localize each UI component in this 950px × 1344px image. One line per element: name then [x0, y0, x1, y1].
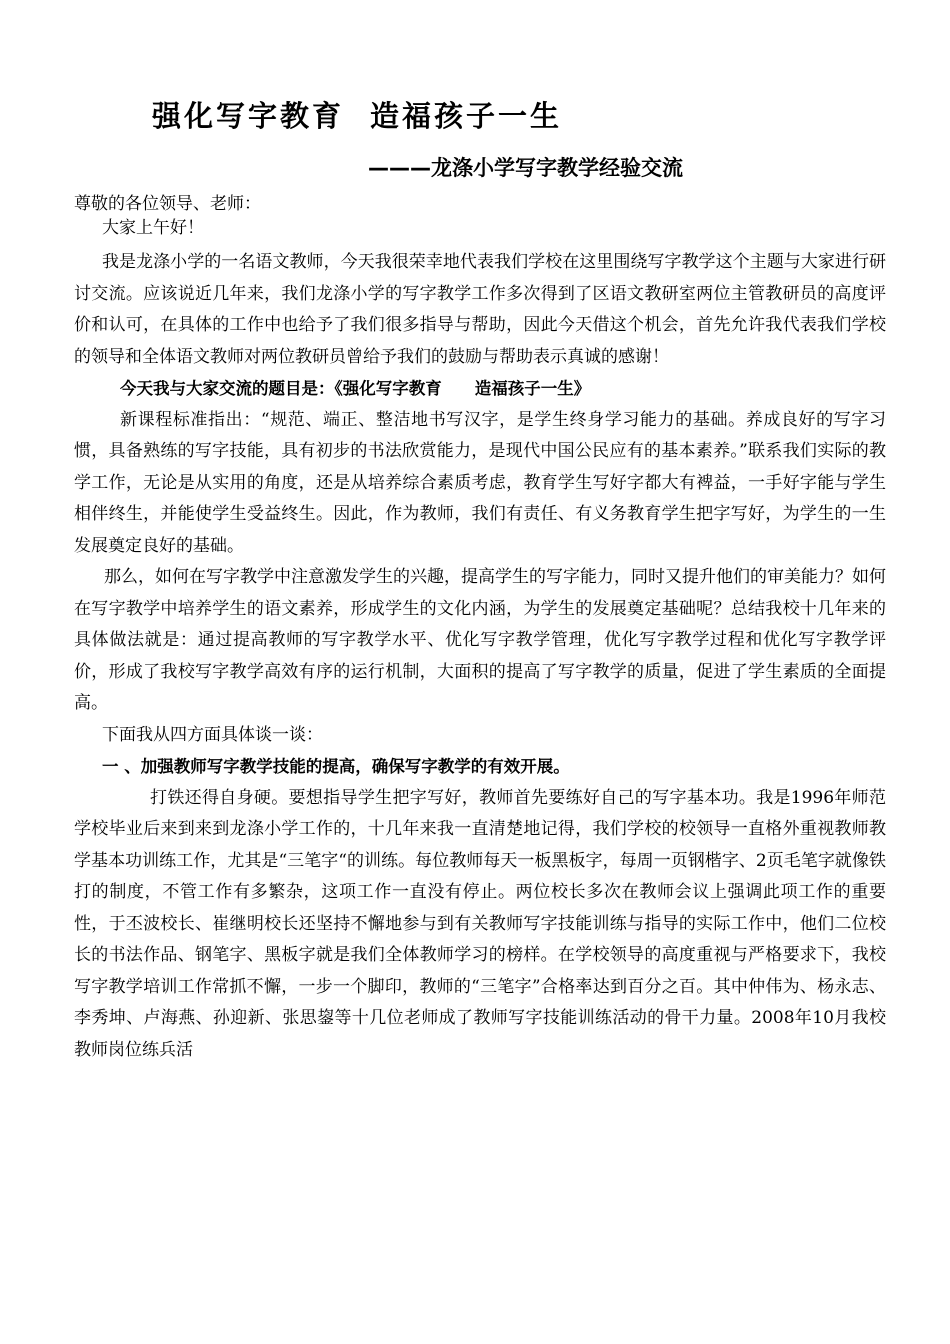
document-subtitle: ———龙涤小学写字教学经验交流: [368, 156, 683, 180]
title-part-2: 造福孩子一生: [370, 99, 563, 133]
paragraph-topic: 今天我与大家交流的题目是：《强化写字教育 造福孩子一生》: [120, 379, 591, 398]
paragraph-overview: 下面我从四方面具体谈一谈：: [102, 724, 323, 745]
title-part-1: 强化写字教育: [152, 99, 345, 133]
paragraph-intro: 我是龙涤小学的一名语文教师，今天我很荣幸地代表我们学校在这里围绕写字教学这个主题与大家进行研讨交流。应该说近几年来，我们龙涤小学的写字教学工作多次得到了区语文教研室两位主管教研员的高度评价和认可，在具体的工作中也给予了我们很多指导与帮助，因此今天借这个机会，首先允许我代表我们学校的领导和全体语文教师对两位教研员曾给予我们的鼓励与帮助表示真诚的感谢！: [74, 252, 886, 367]
paragraph-section-1: 打铁还得自身硬。要想指导学生把字写好，教师首先要练好自己的写字基本功。我是1996年师范学校毕业后来到来到龙涤小学工作的，十几年来我一直清楚地记得，我们学校的校领导一直格外重视教师教学基本功训练工作，尤其是“三笔字“的训练。每位教师每天一板黑板字，每周一页钢楷字、2页毛笔字就像铁打的制度，不管工作有多繁杂，这项工作一直没有停止。两位校长多次在教师会议上强调此项工作的重要性，于丕波校长、崔继明校长还坚持不懈地参与到有关教师写字技能训练与指导的实际工作中，他们二位校长的书法作品、钢笔字、黑板字就是我们全体教师学习的榜样。在学校领导的高度重视与严格要求下，我校写字教学培训工作常抓不懈，一步一个脚印，教师的“三笔字”合格率达到百分之百。其中仲伟为、杨永志、李秀坤、卢海燕、孙迎新、张思鋆等十几位老师成了教师写字技能训练活动的骨干力量。2008年10月我校教师岗位练兵活: [74, 787, 886, 1060]
document-title: [152, 98, 562, 134]
section-heading-1: 一 、加强教师写字教学技能的提高，确保写字教学的有效开展。: [102, 757, 570, 776]
paragraph-curriculum: 新课程标准指出：“规范、端正、整洁地书写汉字，是学生终身学习能力的基础。养成良好的写字习惯，具备熟练的写字技能，具有初步的书法欣赏能力，是现代中国公民应有的基本素养。”联系我们实际的教学工作，无论是从实用的角度，还是从培养综合素质考虑，教育学生写好字都大有裨益，一手好字能与学生相伴终生，并能使学生受益终生。因此，作为教师，我们有责任、有义务教育学生把字写好，为学生的一生发展奠定良好的基础。: [74, 409, 886, 556]
greeting: 大家上午好！: [102, 218, 204, 238]
paragraph-question: 那么，如何在写字教学中注意激发学生的兴趣，提高学生的写字能力，同时又提升他们的审美能力？如何在写字教学中培养学生的语文素养，形成学生的文化内涵，为学生的发展奠定基础呢？总结我校十几年来的具体做法就是：通过提高教师的写字教学水平、优化写字教学管理，优化写字教学过程和优化写字教学评价，形成了我校写字教学高效有序的运行机制，大面积的提高了写字教学的质量，促进了学生素质的全面提高。: [74, 567, 886, 713]
salutation: 尊敬的各位领导、老师：: [74, 194, 261, 214]
document-body: [74, 192, 886, 1066]
